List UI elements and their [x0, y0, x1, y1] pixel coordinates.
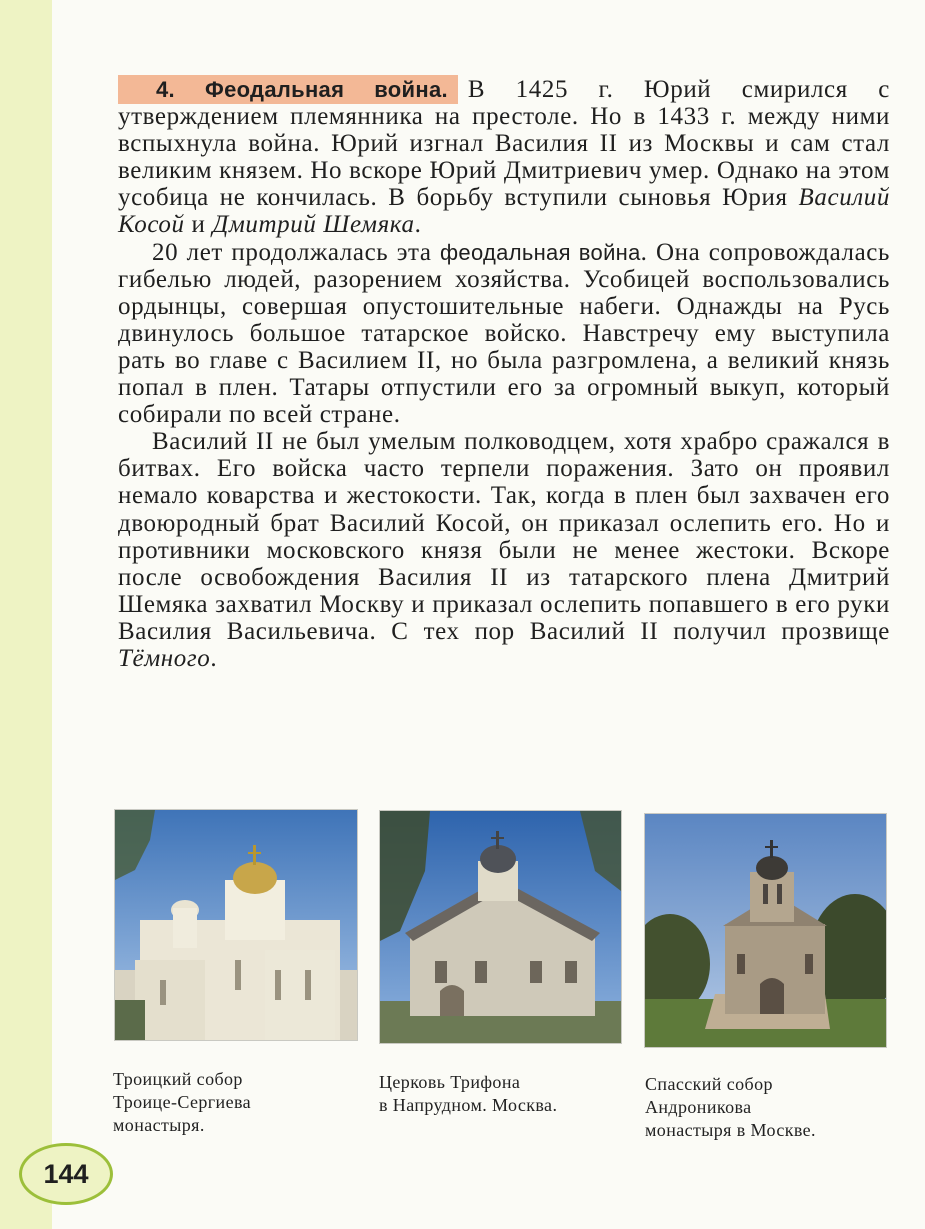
photo-tryphon-church	[379, 810, 622, 1044]
caption-line: Андроникова	[645, 1097, 752, 1117]
paragraph-3-text: Василий II не был умелым полководцем, хотя храбро сражался в битвах. Его войска часто терпели поражения. Зато он проявил немало коварства и жестокости. Так, когда в плен был захвачен его двоюродный брат Василий Косой, он приказал ослепить его. Но и противники московского князя были не менее жестоки. Вскоре после освобождения Василия II из татарского плена Дмитрий Шемяка захватил Москву и приказал ослепить попавшего в его руки Василия Васильевича. С тех пор Василий II получил прозвище	[118, 428, 890, 645]
caption-trinity-cathedral	[113, 1068, 251, 1137]
paragraph-1-text: В 1425 г. Юрий смирился с утверждением племянника на престоле. Но в 1433 г. между ними вспыхнула война. Юрий изгнал Василия II из Москвы и сам стал великим князем. Но вскоре Юрий Дмитриевич умер. Однако на этом усобица не кончилась. В борьбу вступили сыновья Юрия	[118, 76, 890, 212]
photo-trinity-cathedral	[114, 809, 358, 1041]
nickname-temny: Тёмного	[118, 644, 211, 672]
spassky-cathedral-image	[645, 814, 886, 1047]
margin-strip	[0, 0, 52, 1229]
caption-tryphon-church	[379, 1071, 557, 1117]
caption-line: Спасский собор	[645, 1074, 773, 1094]
period: .	[414, 211, 422, 239]
caption-line: в Напрудном. Москва.	[379, 1095, 558, 1115]
caption-line: монастыря в Москве.	[645, 1120, 816, 1140]
section-heading: 4. Феодальная война.	[118, 75, 458, 104]
name-vasily-kosoy: Василий Косой	[118, 184, 890, 239]
caption-line: Троицкий собор	[113, 1069, 243, 1089]
trinity-cathedral-image	[115, 810, 357, 1040]
paragraph-1	[118, 76, 890, 239]
paragraph-2-rest: . Она сопровождалась гибелью людей, разорением хозяйства. Усобицей воспользовались ордынцы, совершая опустошительные набеги. Однажды на Русь двинулось большое татарское войско. Навстречу ему выступила рать во главе с Василием II, но была разгромлена, а великий князь попал в плен. Татары отпустили его за огромный выкуп, который собирали по всей стране.	[118, 238, 890, 429]
photo-spassky-cathedral	[644, 813, 887, 1048]
paragraph-2-start: 20 лет продолжалась эта	[152, 238, 441, 266]
tryphon-church-image	[380, 811, 621, 1043]
conjunction: и	[184, 211, 213, 239]
caption-line: Троице-Сергиева	[113, 1092, 252, 1112]
period: .	[210, 644, 218, 672]
paragraph-3	[118, 428, 890, 672]
name-dmitry-shemyaka: Дмитрий Шемяка	[212, 211, 415, 239]
term-feudal-war: феодальная война	[440, 239, 641, 265]
caption-spassky-cathedral	[645, 1073, 816, 1142]
caption-line: монастыря.	[113, 1115, 205, 1135]
paragraph-2	[118, 239, 890, 429]
page-number: 144	[19, 1143, 113, 1205]
caption-line: Церковь Трифона	[379, 1072, 521, 1092]
section-text	[118, 76, 890, 672]
